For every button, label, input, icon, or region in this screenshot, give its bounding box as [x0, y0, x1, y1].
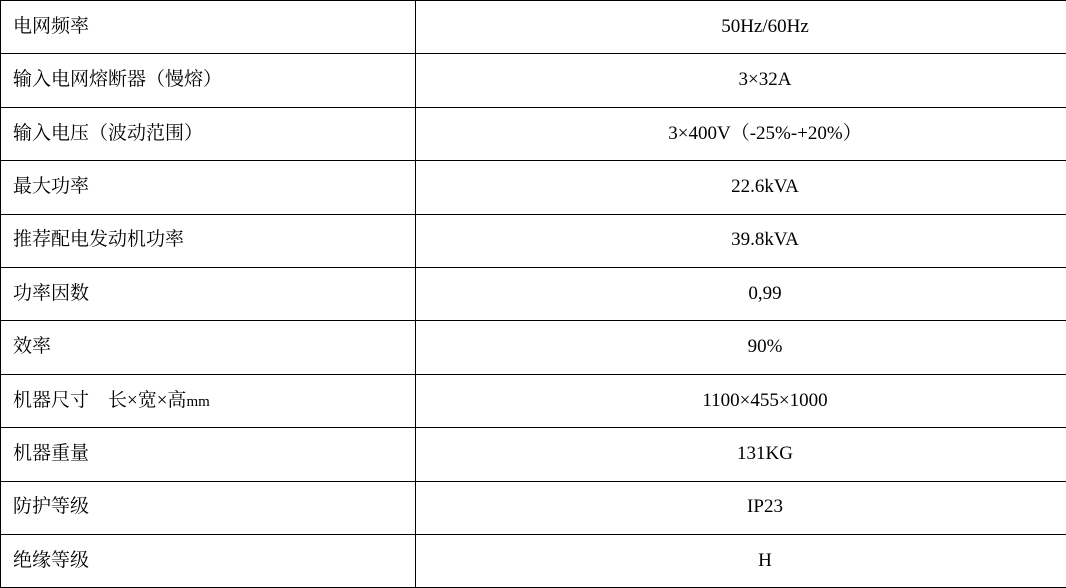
row-value-cell — [416, 534, 1066, 587]
row-value-cell — [416, 1, 1066, 54]
row-label-cell — [1, 428, 416, 481]
row-value: 3×400V（-25%-+20%） — [668, 123, 861, 144]
row-value: 1100×455×1000 — [702, 390, 827, 411]
row-value-cell — [416, 161, 1066, 214]
row-value-cell — [416, 374, 1066, 427]
table-row — [1, 214, 1066, 267]
row-value-cell — [416, 267, 1066, 320]
row-label-cell — [1, 214, 416, 267]
row-label-cell — [1, 107, 416, 160]
row-value: IP23 — [747, 496, 783, 517]
row-value: 131KG — [737, 443, 793, 464]
table-row — [1, 428, 1066, 481]
row-label: 电网频率 — [13, 16, 89, 37]
row-label: 效率 — [13, 336, 51, 357]
table-row — [1, 374, 1066, 427]
table-row — [1, 534, 1066, 587]
row-value: 0,99 — [748, 283, 781, 304]
row-label-unit: mm — [186, 394, 209, 410]
row-label-cell — [1, 534, 416, 587]
row-label: 推荐配电发动机功率 — [13, 229, 184, 250]
table-row — [1, 107, 1066, 160]
table-body — [1, 1, 1066, 588]
row-value-cell — [416, 481, 1066, 534]
row-value-cell — [416, 54, 1066, 107]
row-label-cell — [1, 481, 416, 534]
row-value-cell — [416, 214, 1066, 267]
table-row — [1, 321, 1066, 374]
row-value-cell — [416, 321, 1066, 374]
row-value: H — [758, 550, 772, 571]
row-label-cell — [1, 267, 416, 320]
table-row — [1, 1, 1066, 54]
row-value: 90% — [748, 336, 783, 357]
row-value: 22.6kVA — [731, 176, 799, 197]
row-value: 39.8kVA — [731, 229, 799, 250]
row-label-cell — [1, 54, 416, 107]
row-label-cell — [1, 321, 416, 374]
row-label-cell — [1, 161, 416, 214]
row-label: 输入电网熔断器（慢熔） — [13, 69, 222, 90]
row-label: 功率因数 — [13, 283, 89, 304]
row-label: 输入电压（波动范围） — [13, 123, 203, 144]
row-label: 机器尺寸 长×宽×高 — [13, 390, 186, 411]
row-label: 防护等级 — [13, 496, 89, 517]
row-label: 机器重量 — [13, 443, 89, 464]
row-value-cell — [416, 107, 1066, 160]
row-label-cell — [1, 374, 416, 427]
row-label: 绝缘等级 — [13, 550, 89, 571]
table-row — [1, 54, 1066, 107]
table-row — [1, 481, 1066, 534]
table-row — [1, 267, 1066, 320]
row-label-cell — [1, 1, 416, 54]
row-label: 最大功率 — [13, 176, 89, 197]
row-value: 50Hz/60Hz — [721, 16, 809, 37]
row-value-cell — [416, 428, 1066, 481]
row-value: 3×32A — [739, 69, 792, 90]
table-row — [1, 161, 1066, 214]
